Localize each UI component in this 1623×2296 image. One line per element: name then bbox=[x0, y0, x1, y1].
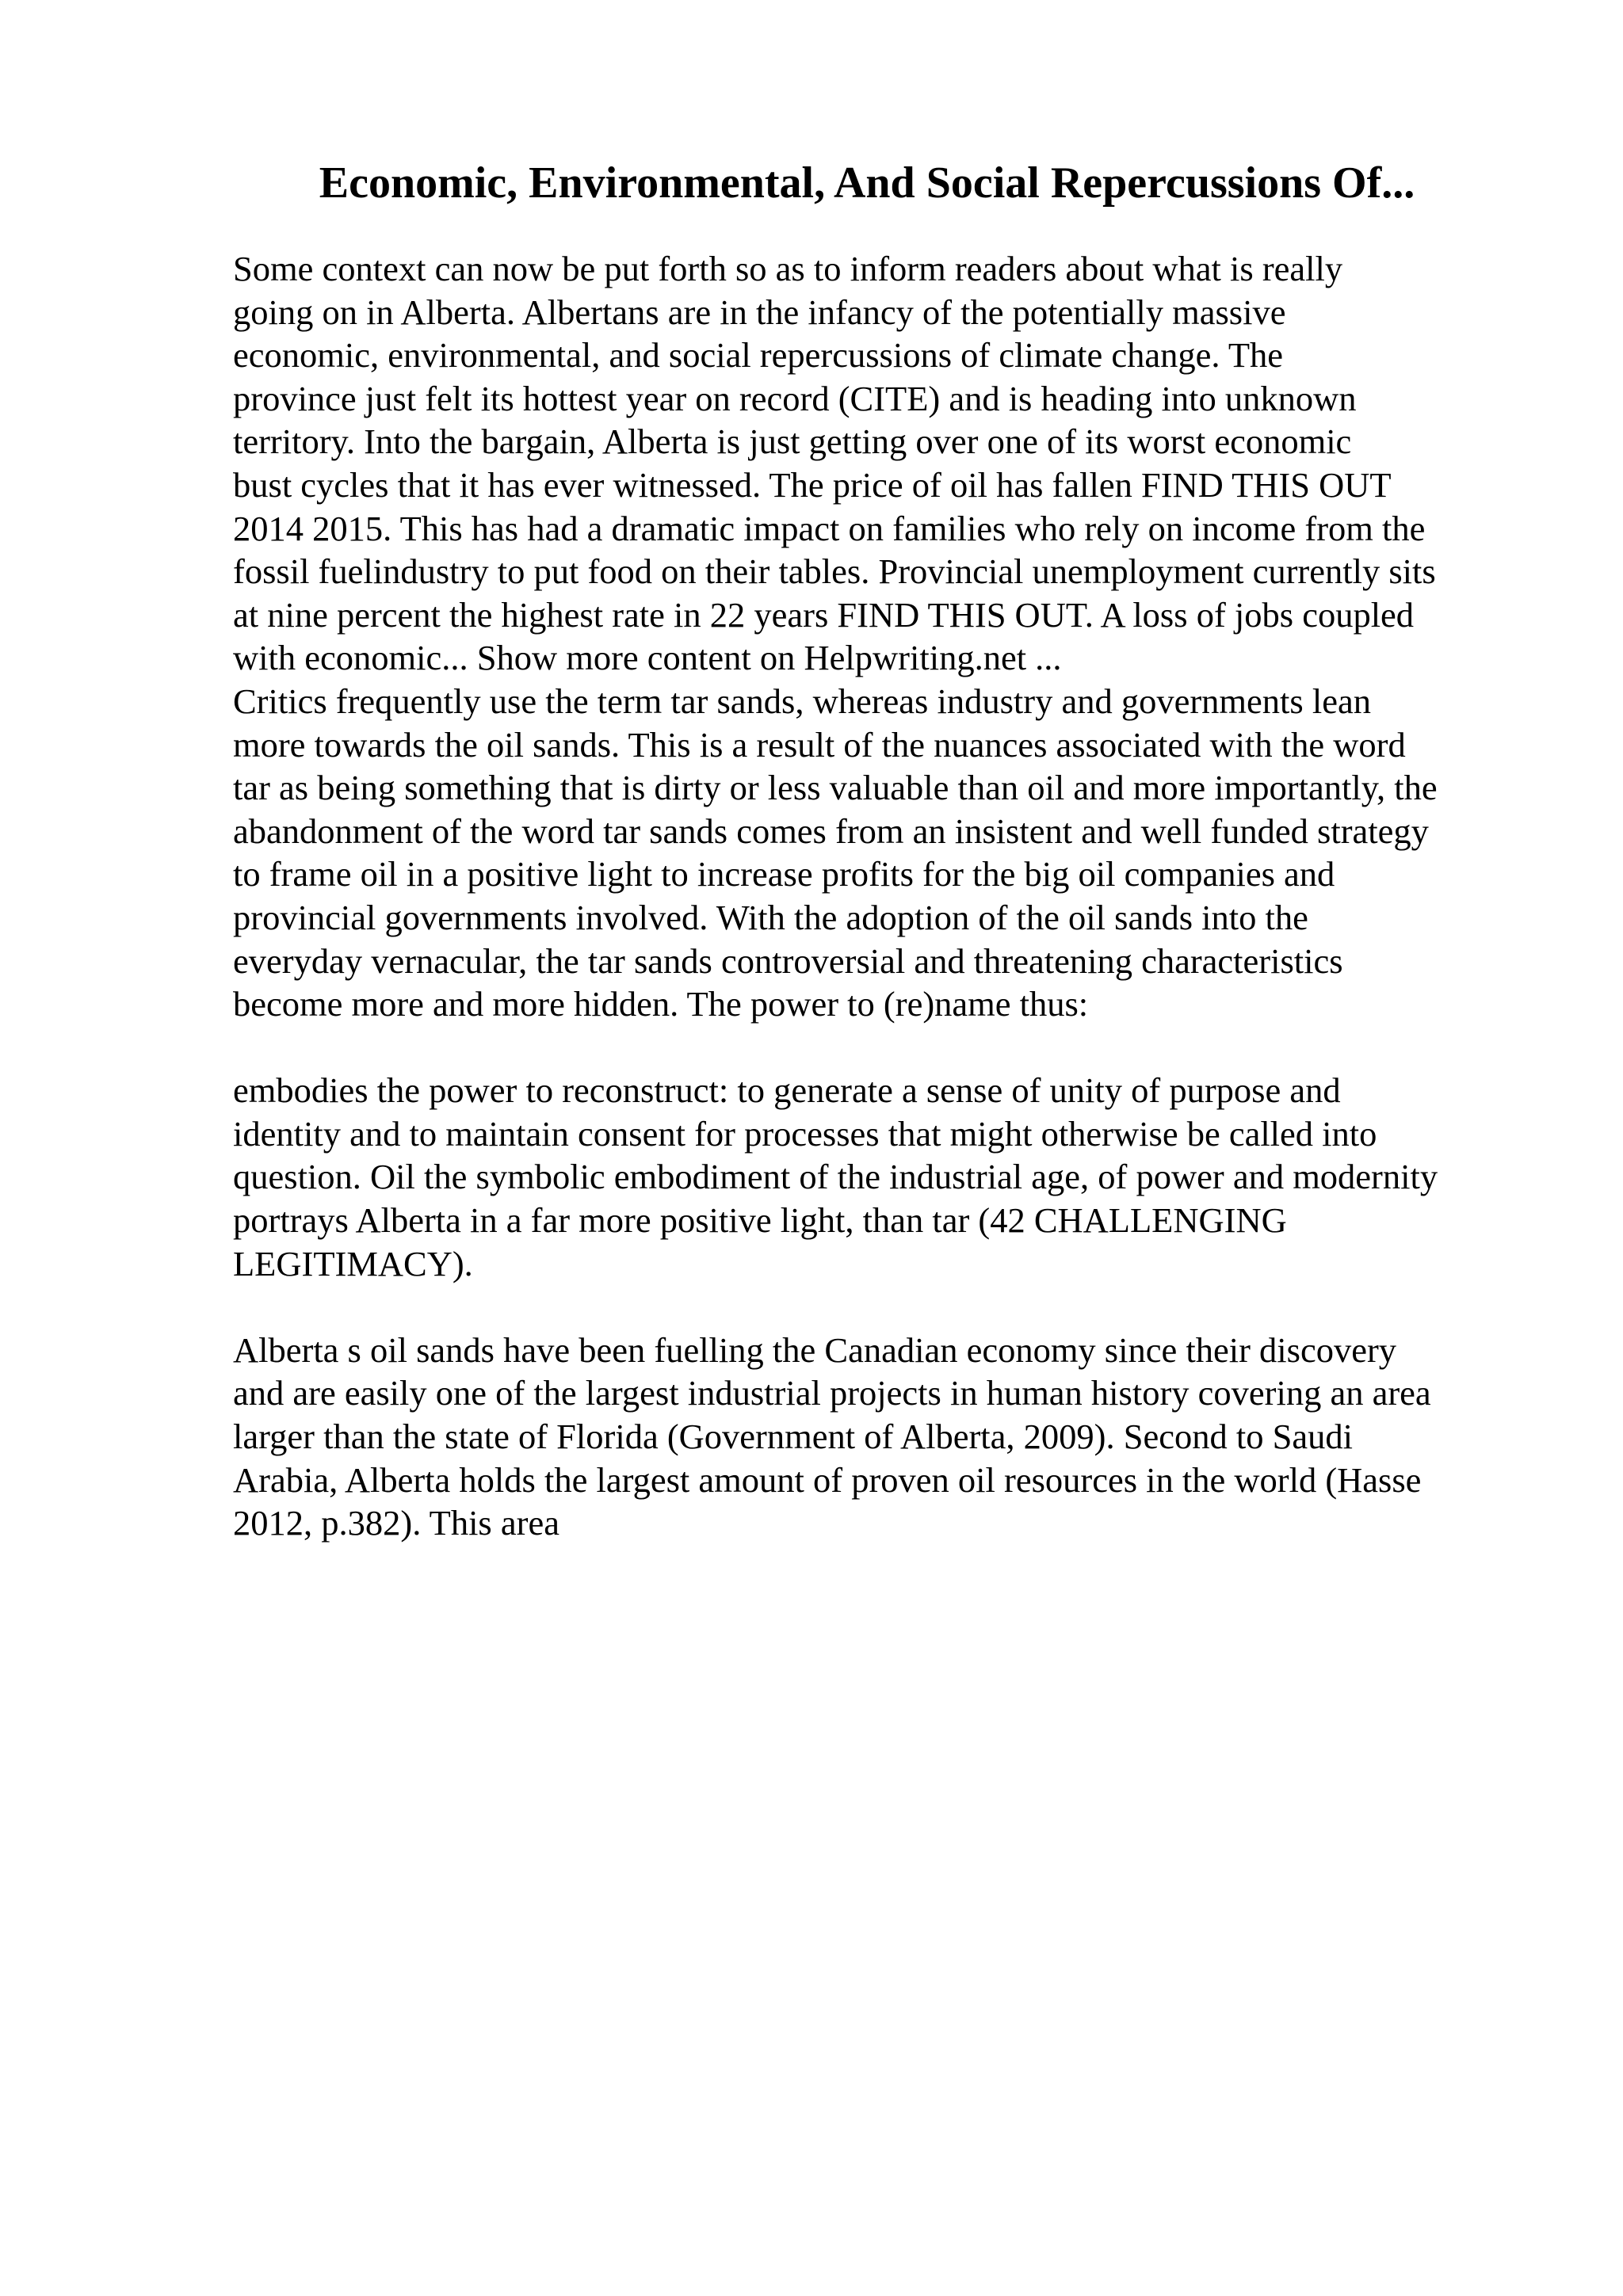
body-line: LEGITIMACY). bbox=[233, 1243, 473, 1283]
body-line: larger than the state of Florida (Government of Alberta, 2009). Second to Saudi bbox=[233, 1417, 1353, 1457]
body-line: province just felt its hottest year on record (CITE) and is heading into unknown bbox=[233, 378, 1357, 418]
body-line: everyday vernacular, the tar sands controversial and threatening characteristics bbox=[233, 940, 1343, 981]
body-line: bust cycles that it has ever witnessed. The price of oil has fallen FIND THIS OUT bbox=[233, 464, 1392, 505]
body-line: with economic... Show more content on Helpwriting.net ... bbox=[233, 638, 1062, 678]
body-line: Critics frequently use the term tar sands, whereas industry and governments lean bbox=[233, 681, 1371, 721]
body-line: identity and to maintain consent for processes that might otherwise be called into bbox=[233, 1113, 1377, 1154]
body-line: at nine percent the highest rate in 22 years FIND THIS OUT. A loss of jobs coupled bbox=[233, 594, 1415, 635]
body-line: more towards the oil sands. This is a result of the nuances associated with the word bbox=[233, 724, 1406, 765]
body-line: Arabia, Alberta holds the largest amount of proven oil resources in the world (Hasse bbox=[233, 1459, 1422, 1500]
body-line: to frame oil in a positive light to increase profits for the big oil companies and bbox=[233, 854, 1335, 894]
paragraph-gap bbox=[233, 1285, 1517, 1329]
paragraph-gap bbox=[233, 1026, 1517, 1070]
body-line: tar as being something that is dirty or less valuable than oil and more importantly, the bbox=[233, 768, 1438, 808]
body-line: fossil fuelindustry to put food on their tables. Provincial unemployment currently sits bbox=[233, 551, 1436, 592]
body-line: going on in Alberta. Albertans are in the infancy of the potentially massive bbox=[233, 292, 1286, 332]
body-line: portrays Alberta in a far more positive light, than tar (42 CHALLENGING bbox=[233, 1200, 1287, 1241]
body-line: economic, environmental, and social repercussions of climate change. The bbox=[233, 335, 1284, 376]
body-line: provincial governments involved. With the adoption of the oil sands into the bbox=[233, 897, 1308, 937]
body-line: territory. Into the bargain, Alberta is just getting over one of its worst economic bbox=[233, 421, 1352, 462]
body-line: and are easily one of the largest industrial projects in human history covering an area bbox=[233, 1373, 1431, 1413]
body-line: abandonment of the word tar sands comes from an insistent and well funded strategy bbox=[233, 810, 1429, 851]
body-line: 2012, p.382). This area bbox=[233, 1503, 559, 1543]
body-line: 2014 2015. This has had a dramatic impact on families who rely on income from the bbox=[233, 508, 1426, 548]
document-title: Economic, Environmental, And Social Repercussions Of... bbox=[319, 158, 1415, 208]
body-line: become more and more hidden. The power to (re)name thus: bbox=[233, 984, 1089, 1024]
body-line: Some context can now be put forth so as to inform readers about what is really bbox=[233, 249, 1343, 288]
body-line: question. Oil the symbolic embodiment of the industrial age, of power and modernity bbox=[233, 1157, 1438, 1197]
body-line: embodies the power to reconstruct: to generate a sense of unity of purpose and bbox=[233, 1070, 1341, 1111]
body-line: Alberta s oil sands have been fuelling the Canadian economy since their discovery bbox=[233, 1329, 1397, 1370]
document-body bbox=[233, 247, 1517, 1545]
